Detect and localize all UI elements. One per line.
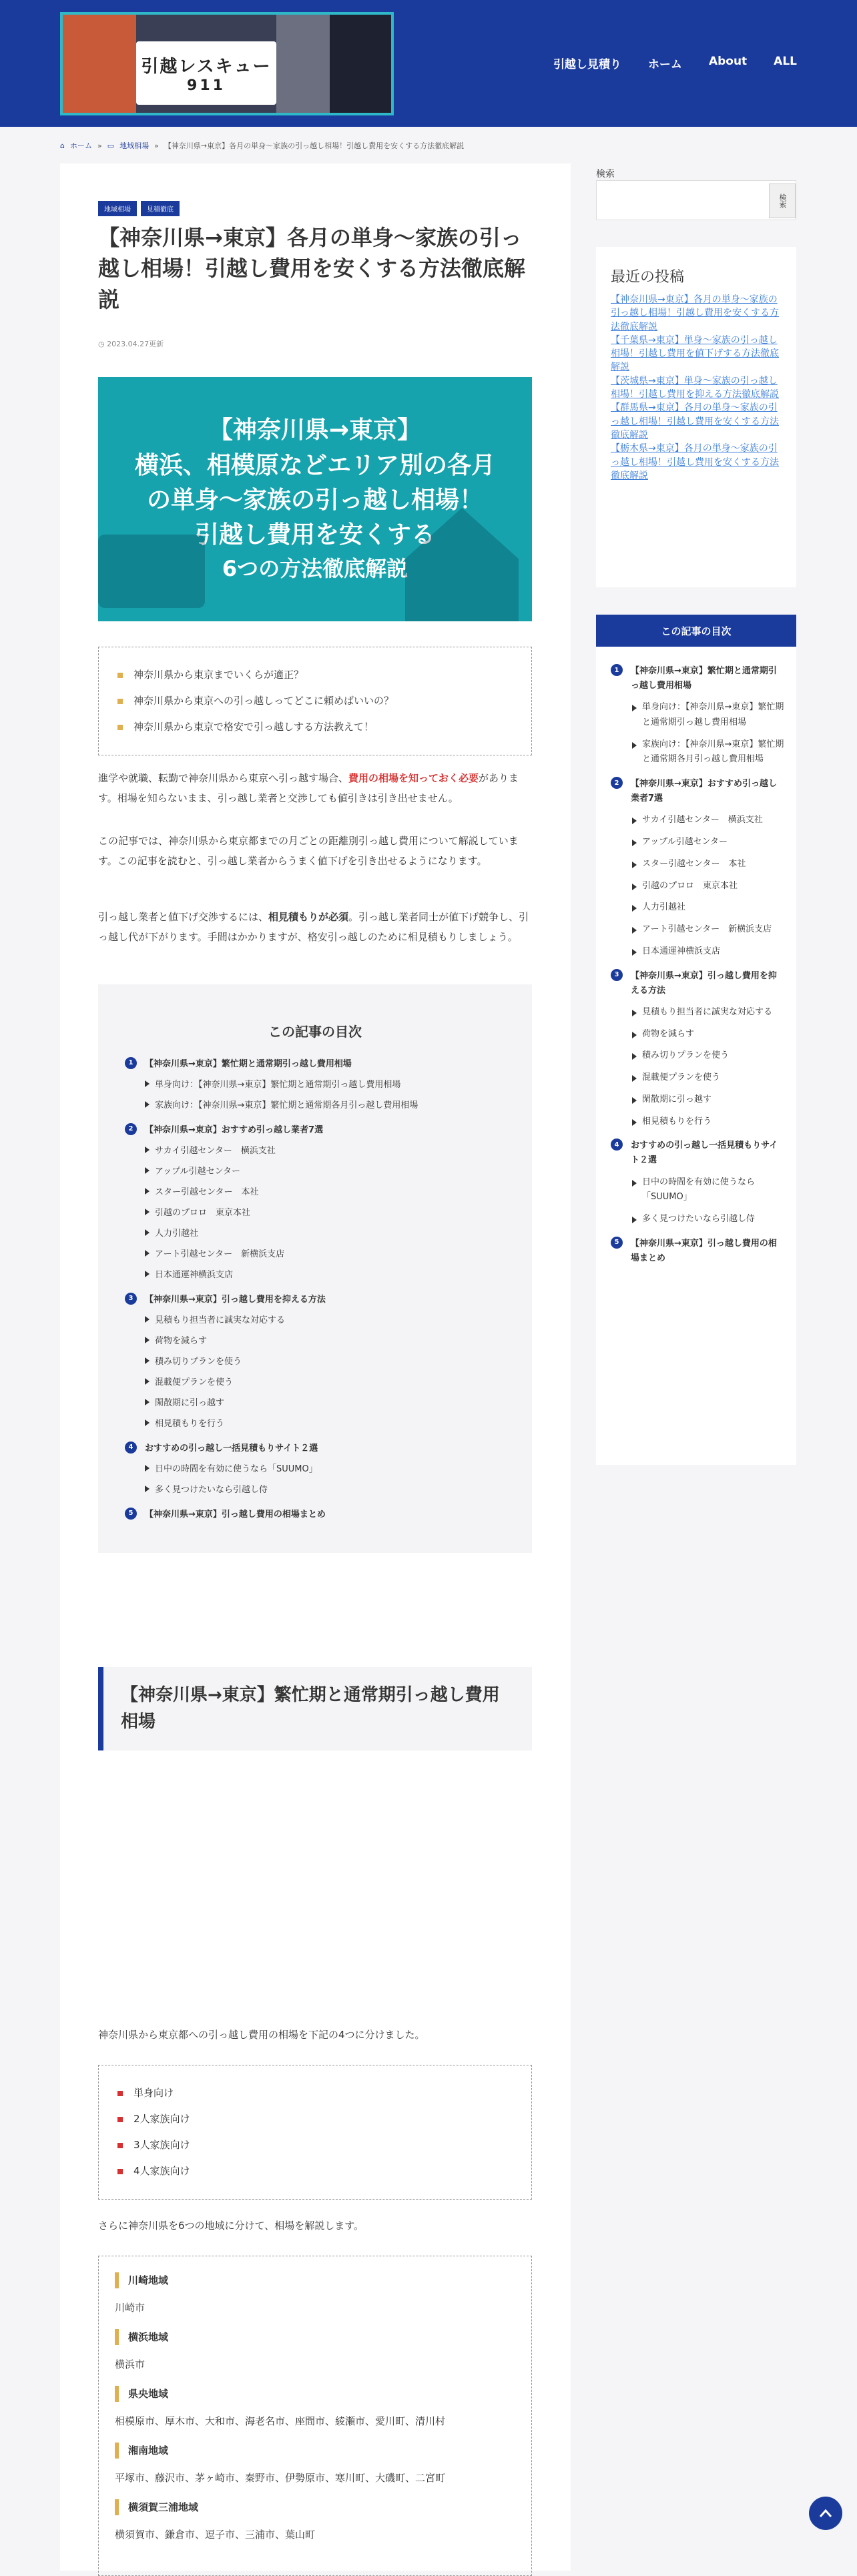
toc-subsection[interactable] [145, 1375, 505, 1387]
intro-paragraph-3 [98, 907, 532, 947]
recent-posts [596, 247, 796, 587]
toc-subsection[interactable] [632, 737, 784, 768]
toc-subsection-label: 多く見つけたいなら引越し侍 [642, 1214, 756, 1224]
breadcrumb [60, 140, 464, 151]
recent-post-link[interactable]: 【茨城県→東京】単身〜家族の引っ越し相場！引越し費用を抑える方法徹底解説 [611, 375, 779, 400]
toc-subsection[interactable] [632, 1048, 784, 1064]
triangle-bullet-icon [632, 1075, 637, 1082]
square-bullet-icon [117, 699, 123, 704]
toc-section[interactable] [125, 1056, 505, 1069]
triangle-bullet-icon [632, 1097, 637, 1104]
toc-title: この記事の目次 [268, 1024, 362, 1040]
site-logo[interactable] [60, 12, 394, 115]
logo-photo-left [63, 15, 136, 113]
toc-subsection-label: スター引越センター 本社 [155, 1187, 259, 1197]
triangle-bullet-icon [632, 705, 637, 711]
article-tags [98, 201, 532, 216]
logo-title: 引越レスキュー [141, 56, 272, 77]
triangle-bullet-icon [145, 1419, 150, 1426]
toc-subsection-label: 積み切りプランを使う [155, 1357, 242, 1367]
toc-section[interactable] [125, 1122, 505, 1135]
article-toc [98, 984, 532, 1553]
breadcrumb-category[interactable]: 地域相場 [119, 141, 150, 150]
hero-line-2: 横浜、相模原などエリア別の各月 [134, 451, 495, 479]
toc-subsection-label: サカイ引越センター 横浜支社 [155, 1146, 276, 1156]
toc-subsection-label: アート引越センター 新横浜支店 [642, 924, 772, 935]
sidebar-toc-header: この記事の目次 [596, 615, 796, 647]
toc-subsection[interactable] [632, 835, 784, 850]
triangle-bullet-icon [145, 1378, 150, 1385]
triangle-bullet-icon [145, 1316, 150, 1323]
triangle-bullet-icon [632, 1010, 637, 1016]
nav-about[interactable]: About [708, 55, 748, 68]
toc-subsection-label: 日中の時間を有効に使うなら「SUUMO」 [642, 1177, 756, 1203]
triangle-bullet-icon [632, 905, 637, 912]
hero-line-1: 【神奈川県→東京】 [208, 416, 422, 444]
square-bullet-icon [117, 673, 123, 678]
search-input[interactable] [596, 180, 796, 220]
toc-number-badge: 5 [611, 1237, 623, 1249]
tag-estimate[interactable]: 見積徹底 [141, 201, 180, 216]
triangle-bullet-icon [632, 927, 637, 934]
section-heading-1: 【神奈川県→東京】繁忙期と通常期引っ越し費用相場 [98, 1667, 532, 1750]
toc-subsection[interactable] [145, 1354, 505, 1367]
triangle-bullet-icon [632, 1180, 637, 1187]
toc-number-badge: 5 [125, 1508, 137, 1520]
toc-subsection[interactable] [632, 922, 784, 938]
toc-subsection[interactable] [145, 1226, 505, 1239]
region-heading: 川崎地域 [115, 2272, 515, 2288]
square-bullet-icon [117, 2117, 123, 2122]
article-card [60, 164, 571, 2571]
clock-icon: ◷ [98, 340, 107, 348]
toc-section[interactable] [125, 1441, 505, 1454]
question-text: 神奈川県から東京への引っ越しってどこに頼めばいいの？ [133, 695, 394, 707]
tag-region[interactable]: 地域相場 [98, 201, 137, 216]
triangle-bullet-icon [145, 1337, 150, 1343]
toc-subsection[interactable] [145, 1164, 505, 1177]
toc-section-label: 【神奈川県→東京】引っ越し費用を抑える方法 [631, 970, 777, 996]
toc-number-badge: 2 [125, 1123, 137, 1135]
recent-title: 最近の投稿 [611, 269, 685, 286]
triangle-bullet-icon [632, 884, 637, 890]
hero-line-5: 6つの方法徹底解説 [222, 556, 408, 582]
nav-estimate[interactable]: 引越し見積り [553, 58, 621, 71]
breadcrumb-home[interactable]: ホーム [69, 141, 92, 150]
toc-subsection[interactable] [632, 1070, 784, 1086]
search-button[interactable]: 検索 [769, 184, 796, 218]
search-label: 検索 [596, 169, 615, 180]
recent-post-link[interactable]: 【千葉県→東京】単身〜家族の引っ越し相場！引越し費用を値下げする方法徹底解説 [611, 334, 779, 373]
recent-post-link[interactable]: 【栃木県→東京】各月の単身〜家族の引っ越し相場！引越し費用を安くする方法徹底解説 [611, 443, 779, 481]
home-icon: ⌂ [60, 141, 65, 150]
toc-section[interactable] [611, 1237, 784, 1266]
toc-subsection-label: 人力引越社 [155, 1229, 199, 1239]
toc-subsection[interactable] [145, 1313, 505, 1325]
chevron-up-icon [819, 2509, 832, 2518]
triangle-bullet-icon [145, 1399, 150, 1405]
triangle-bullet-icon [145, 1209, 150, 1215]
triangle-bullet-icon [632, 1119, 637, 1126]
toc-subsection[interactable] [632, 1114, 784, 1130]
toc-section-label: おすすめの引っ越し一括見積もりサイト２選 [631, 1141, 778, 1166]
breadcrumb-sep-icon: » [154, 141, 159, 150]
toc-subsection[interactable] [145, 1333, 505, 1346]
triangle-bullet-icon [632, 949, 637, 956]
triangle-bullet-icon [632, 1217, 637, 1223]
article-title: 【神奈川県→東京】各月の単身〜家族の引っ越し相場！引越し費用を安くする方法徹底解説 [98, 225, 526, 312]
toc-subsection[interactable] [632, 1027, 784, 1042]
hero-line-4: 引越し費用を安くする [194, 521, 435, 549]
toc-number-badge: 3 [125, 1293, 137, 1305]
toc-subsection-label: アップル引越センター [642, 837, 728, 848]
region-box [98, 2256, 532, 2576]
list-item [117, 688, 513, 714]
list-item [117, 2106, 513, 2132]
triangle-bullet-icon [145, 1147, 150, 1153]
toc-subsection-label: スター引越センター 本社 [642, 858, 746, 869]
triangle-bullet-icon [145, 1167, 150, 1174]
article-date [98, 338, 532, 349]
household-text: 2人家族向け [133, 2113, 190, 2125]
triangle-bullet-icon [145, 1465, 150, 1472]
square-bullet-icon [117, 725, 123, 730]
triangle-bullet-icon [632, 1032, 637, 1038]
question-text: 神奈川県から東京で格安で引っ越しする方法教えて！ [133, 721, 374, 733]
toc-subsection[interactable] [632, 879, 784, 894]
p3-text-c: 。引っ越し業者同士が値下げ競争し、引っ越し代が下がります。手間はかかりますが、格安引っ越しのために相見積もりしましょう。 [98, 911, 529, 943]
toc-subsection-label: 見積もり担当者に誠実な対応する [642, 1006, 773, 1017]
list-item [117, 2132, 513, 2158]
toc-subsection[interactable] [145, 1247, 505, 1259]
triangle-bullet-icon [145, 1080, 150, 1087]
toc-section[interactable] [125, 1292, 505, 1305]
main-nav [553, 55, 797, 71]
toc-section-label: 【神奈川県→東京】引っ越し費用を抑える方法 [145, 1295, 326, 1305]
toc-subsection[interactable] [145, 1185, 505, 1197]
triangle-bullet-icon [145, 1250, 150, 1257]
toc-subsection-label: アップル引越センター [155, 1167, 241, 1177]
toc-section-label: 【神奈川県→東京】引っ越し費用の相場まとめ [631, 1238, 777, 1263]
toc-section-label: 【神奈川県→東京】引っ越し費用の相場まとめ [145, 1510, 326, 1520]
list-item [117, 2080, 513, 2106]
logo-photo-right2 [330, 15, 391, 113]
toc-subsection[interactable] [145, 1482, 505, 1495]
toc-number-badge: 4 [125, 1441, 137, 1454]
p1-highlight: 費用の相場を知っておく必要 [348, 772, 479, 784]
toc-subsection-label: 単身向け：【神奈川県→東京】繁忙期と通常期引っ越し費用相場 [155, 1080, 401, 1090]
triangle-bullet-icon [145, 1188, 150, 1195]
recent-list [611, 293, 782, 482]
toc-subsection[interactable] [632, 813, 784, 828]
region-heading: 県央地域 [115, 2386, 515, 2402]
region-heading: 横浜地域 [115, 2329, 515, 2345]
household-text: 3人家族向け [133, 2139, 190, 2151]
toc-subsection-label: 相見積もりを行う [155, 1419, 225, 1429]
toc-subsection-label: 閑散期に引っ越す [642, 1094, 712, 1104]
region-cities: 横須賀市、鎌倉市、逗子市、三浦市、葉山町 [115, 2529, 316, 2541]
triangle-bullet-icon [632, 818, 637, 824]
toc-number-badge: 1 [611, 664, 623, 676]
toc-subsection[interactable] [145, 1205, 505, 1218]
square-bullet-icon [117, 2143, 123, 2148]
sidebar-toc-list [611, 664, 784, 1266]
triangle-bullet-icon [145, 1486, 150, 1492]
p3-bold: 相見積もりが必須 [268, 911, 349, 923]
toc-subsection[interactable] [632, 1212, 784, 1227]
toc-subsection[interactable] [632, 700, 784, 731]
toc-subsection-label: 相見積もりを行う [642, 1116, 712, 1126]
toc-subsection[interactable] [145, 1098, 505, 1110]
toc-subsection-label: 荷物を減らす [155, 1336, 208, 1346]
toc-subsection-label: 家族向け：【神奈川県→東京】繁忙期と通常期各月引っ越し費用相場 [155, 1100, 418, 1110]
toc-subsection-label: 人力引越社 [642, 902, 686, 913]
logo-text-box [136, 41, 276, 105]
toc-list [125, 1056, 505, 1520]
hero-line-3: の単身〜家族の引っ越し相場！ [146, 487, 483, 515]
scroll-to-top-button[interactable] [809, 2497, 842, 2530]
breadcrumb-current: 【神奈川県→東京】各月の単身〜家族の引っ越し相場！引越し費用を安くする方法徹底解説 [164, 141, 465, 150]
toc-number-badge: 3 [611, 969, 623, 981]
toc-section[interactable] [611, 1139, 784, 1168]
nav-all[interactable]: ALL [774, 55, 797, 68]
toc-subsection[interactable] [145, 1143, 505, 1156]
recent-post-link[interactable]: 【群馬県→東京】各月の単身〜家族の引っ越し相場！引越し費用を安くする方法徹底解説 [611, 402, 779, 440]
toc-subsection-label: 日中の時間を有効に使うなら「SUUMO」 [155, 1464, 318, 1474]
intro-paragraph-1 [98, 768, 532, 808]
region-heading: 湘南地域 [115, 2443, 515, 2459]
toc-subsection[interactable] [632, 900, 784, 916]
list-item [117, 2158, 513, 2184]
toc-subsection[interactable] [632, 857, 784, 872]
list-item [117, 662, 513, 688]
toc-subsection-label: 日本通運神横浜支店 [155, 1270, 234, 1280]
toc-subsection[interactable] [145, 1267, 505, 1280]
toc-subsection-label: 閑散期に引っ越す [155, 1398, 225, 1408]
triangle-bullet-icon [632, 1053, 637, 1060]
recent-post-link[interactable]: 【神奈川県→東京】各月の単身〜家族の引っ越し相場！引越し費用を安くする方法徹底解説 [611, 294, 779, 332]
list-item [117, 714, 513, 740]
article-date-text: 2023.04.27更新 [107, 340, 164, 348]
toc-section[interactable] [611, 777, 784, 806]
toc-section[interactable] [611, 969, 784, 998]
logo-sub: 911 [187, 77, 226, 94]
toc-subsection-label: 家族向け：【神奈川県→東京】繁忙期と通常期各月引っ越し費用相場 [642, 739, 784, 765]
toc-number-badge: 4 [611, 1139, 623, 1151]
toc-section-label: 【神奈川県→東京】おすすめ引っ越し業者7選 [145, 1125, 324, 1135]
toc-subsection[interactable] [145, 1395, 505, 1408]
toc-subsection-label: 日本通運神横浜支店 [642, 946, 721, 956]
toc-number-badge: 1 [125, 1057, 137, 1069]
household-list [98, 2065, 532, 2200]
triangle-bullet-icon [632, 840, 637, 846]
toc-subsection-label: サカイ引越センター 横浜支社 [642, 815, 763, 826]
region-cities: 川崎市 [115, 2302, 146, 2314]
toc-section[interactable] [125, 1507, 505, 1520]
truck-shape [98, 535, 205, 608]
question-text: 神奈川県から東京までいくらが適正？ [133, 669, 304, 681]
toc-subsection-label: 単身向け：【神奈川県→東京】繁忙期と通常期引っ越し費用相場 [642, 702, 784, 727]
toc-subsection-label: 積み切りプランを使う [642, 1050, 730, 1061]
intro-paragraph-2: この記事では、神奈川県から東京都までの月ごとの距離別引っ越し費用について解説しています。この記事を読むと、引っ越し業者からうまく値下げを引き出せるようになります。 [98, 835, 519, 867]
toc-number-badge: 2 [611, 777, 623, 789]
toc-subsection[interactable] [145, 1462, 505, 1474]
toc-subsection[interactable] [632, 944, 784, 960]
toc-subsection[interactable] [632, 1175, 784, 1206]
nav-home[interactable]: ホーム [647, 58, 682, 71]
square-bullet-icon [117, 2091, 123, 2096]
toc-subsection[interactable] [145, 1416, 505, 1429]
logo-photo-right1 [276, 15, 330, 113]
toc-subsection-label: 引越のプロロ 東京本社 [642, 880, 738, 891]
triangle-bullet-icon [632, 742, 637, 749]
household-text: 単身向け [133, 2087, 174, 2099]
household-text: 4人家族向け [133, 2165, 190, 2177]
region-heading: 横須賀三浦地域 [115, 2499, 515, 2515]
toc-subsection-label: 荷物を減らす [642, 1028, 695, 1039]
toc-section-label: おすすめの引っ越し一括見積もりサイト２選 [145, 1443, 318, 1454]
triangle-bullet-icon [145, 1229, 150, 1236]
question-box [98, 647, 532, 755]
toc-subsection-label: 見積もり担当者に誠実な対応する [155, 1315, 286, 1325]
toc-subsection-label: 多く見つけたいなら引越し侍 [155, 1485, 268, 1495]
toc-section-label: 【神奈川県→東京】繁忙期と通常期引っ越し費用相場 [145, 1059, 352, 1069]
toc-subsection-label: 混載便プランを使う [155, 1377, 234, 1387]
triangle-bullet-icon [145, 1357, 150, 1364]
triangle-bullet-icon [145, 1271, 150, 1277]
region-cities: 横浜市 [115, 2358, 146, 2370]
toc-subsection-label: 混載便プランを使う [642, 1072, 721, 1083]
region-list [115, 2272, 515, 2541]
p1-text-b: があります。相場を知らないまま、引っ越し業者と交渉しても値引きは引き出せません。 [98, 772, 519, 804]
square-bullet-icon [117, 2169, 123, 2174]
p3-text-a: 引っ越し業者と値下げ交渉するには、 [98, 911, 269, 923]
triangle-bullet-icon [145, 1101, 150, 1108]
toc-subsection[interactable] [145, 1077, 505, 1090]
toc-section[interactable] [611, 664, 784, 693]
toc-subsection[interactable] [632, 1092, 784, 1108]
region-cities: 相模原市、厚木市、大和市、海老名市、座間市、綾瀬市、愛川町、清川村 [115, 2415, 446, 2427]
toc-section-label: 【神奈川県→東京】繁忙期と通常期引っ越し費用相場 [631, 666, 777, 691]
folder-icon: ▭ [107, 141, 115, 150]
toc-subsection-label: アート引越センター 新横浜支店 [155, 1249, 285, 1259]
toc-subsection[interactable] [632, 1005, 784, 1020]
hero-image [98, 377, 532, 621]
region-intro: さらに神奈川県を6つの地域に分けて、相場を解説します。 [98, 2220, 364, 2232]
site-header [0, 0, 857, 127]
toc-subsection-label: 引越のプロロ 東京本社 [155, 1208, 251, 1218]
toc-section-label: 【神奈川県→東京】おすすめ引っ越し業者7選 [631, 779, 778, 804]
region-cities: 平塚市、藤沢市、茅ヶ崎市、秦野市、伊勢原市、寒川町、大磯町、二宮町 [115, 2472, 446, 2484]
sidebar-toc [596, 647, 796, 1465]
household-intro: 神奈川県から東京都への引っ越し費用の相場を下記の4つに分けました。 [98, 2029, 425, 2041]
p1-text-a: 進学や就職、転勤で神奈川県から東京へ引っ越す場合、 [98, 772, 349, 784]
triangle-bullet-icon [632, 862, 637, 868]
breadcrumb-sep-icon: » [97, 141, 102, 150]
